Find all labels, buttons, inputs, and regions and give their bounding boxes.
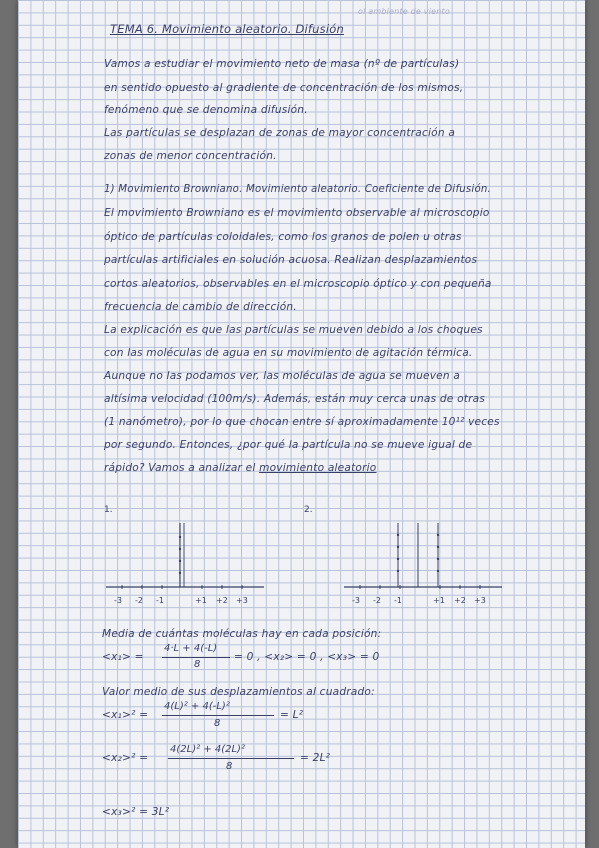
body-line: (1 nanómetro), por lo que chocan entre sí aproximadamente 10¹² veces (104, 416, 500, 428)
media-heading: Media de cuántas moléculas hay en cada posición: (102, 628, 382, 640)
body-line: frecuencia de cambio de dirección. (104, 301, 297, 313)
body-line: con las moléculas de agua en su movimiento de agitación térmica. (104, 347, 473, 359)
plot-2-tick-label: -3 (352, 596, 360, 605)
body-line: cortos aleatorios, observables en el microscopio óptico y con pequeña (104, 278, 492, 290)
intro-line: Vamos a estudiar el movimiento neto de masa (nº de partículas) (104, 58, 460, 70)
media-x1-numerator: 4·L + 4(-L) (164, 643, 218, 654)
media-x1-denominator: 8 (194, 659, 201, 670)
plot-1-tick-label: -1 (156, 596, 164, 605)
body-line: por segundo. Entonces, ¿por qué la partícula no se mueve igual de (104, 439, 473, 451)
media-fraction-bar (162, 657, 230, 658)
plot-label-2: 2. (304, 505, 313, 515)
section-heading: 1) Movimiento Browniano. Movimiento aleatorio. Coeficiente de Difusión. (104, 184, 491, 195)
media-x1-lhs: <x₁> = (102, 651, 144, 663)
body-line: óptico de partículas coloidales, como los granos de polen u otras (104, 231, 462, 243)
faint-header-text: ol ambiente de viento (358, 7, 450, 16)
body-line-last (104, 462, 376, 474)
body-line: partículas artificiales en solución acuosa. Realizan desplazamientos (104, 254, 478, 266)
intro-line: fenómeno que se denomina difusión. (104, 104, 308, 116)
valor-heading: Valor medio de sus desplazamientos al cuadrado: (102, 686, 375, 698)
eq1-rhs: = L² (280, 709, 304, 721)
plot-1-tick-label: -2 (135, 596, 143, 605)
eq1-numerator: 4(L)² + 4(-L)² (164, 701, 230, 712)
plot-1-tick-label: +3 (236, 596, 248, 605)
body-line: Aunque no las podamos ver, las moléculas de agua se mueven a (104, 370, 461, 382)
body-line: La explicación es que las partículas se mueven debido a los choques (104, 324, 483, 336)
plot-2-tick-label: -2 (373, 596, 381, 605)
plot-1-tick-label: +2 (216, 596, 228, 605)
eq1-lhs: <x₁>² = (102, 709, 149, 721)
page-title: TEMA 6. Movimiento aleatorio. Difusión (110, 22, 344, 36)
plot-2-tick-label: +1 (433, 596, 445, 605)
eq1-fraction-bar (162, 715, 274, 716)
plot-1-tick-label: -3 (114, 596, 122, 605)
notebook-page (18, 0, 585, 848)
eq2-rhs: = 2L² (300, 752, 331, 764)
plot-2 (336, 515, 506, 615)
underlined-term: movimiento aleatorio (259, 462, 377, 474)
plot-1 (98, 515, 268, 615)
body-line: altísima velocidad (100m/s). Además, están muy cerca unas de otras (104, 393, 486, 405)
plot-2-tick-label: -1 (394, 596, 402, 605)
intro-line: zonas de menor concentración. (104, 150, 277, 162)
eq2-lhs: <x₂>² = (102, 752, 149, 764)
intro-line: Las partículas se desplazan de zonas de mayor concentración a (104, 127, 456, 139)
plot-2-tick-label: +3 (474, 596, 486, 605)
eq2-denominator: 8 (226, 761, 233, 772)
intro-line: en sentido opuesto al gradiente de concentración de los mismos, (104, 82, 464, 94)
eq2-fraction-bar (168, 758, 294, 759)
eq1-denominator: 8 (214, 718, 221, 729)
media-rest: = 0 , <x₂> = 0 , <x₃> = 0 (234, 651, 380, 663)
body-line-text: rápido? Vamos a analizar el (104, 462, 260, 474)
body-line: El movimiento Browniano es el movimiento observable al microscopio (104, 207, 490, 219)
plot-1-tick-label: +1 (195, 596, 207, 605)
eq2-numerator: 4(2L)² + 4(2L)² (170, 744, 245, 755)
plot-label-1: 1. (104, 505, 113, 515)
plot-2-tick-label: +2 (454, 596, 466, 605)
eq3: <x₃>² = 3L² (102, 806, 170, 818)
